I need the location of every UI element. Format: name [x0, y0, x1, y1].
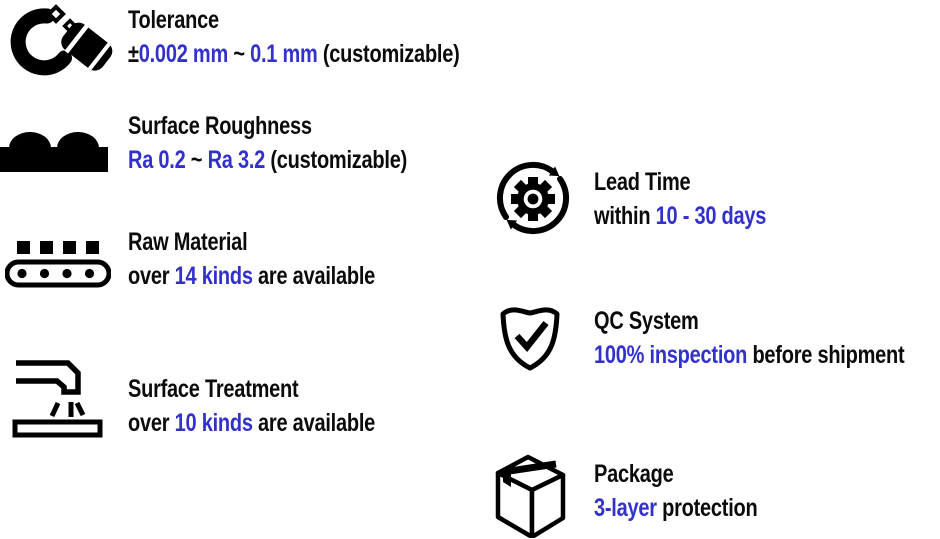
spray-nozzle-icon: [12, 356, 104, 438]
feature-value: within 10 - 30 days: [594, 202, 767, 230]
feature-value: ±0.002 mm ~ 0.1 mm (customizable): [128, 40, 460, 68]
feature-value: 3-layer protection: [594, 494, 758, 522]
feature-title: Raw Material: [128, 228, 248, 256]
package-box-icon: [486, 450, 570, 538]
micrometer-icon: [10, 2, 114, 76]
feature-title: Surface Treatment: [128, 375, 299, 403]
feature-title: QC System: [594, 307, 699, 335]
feature-title: Tolerance: [128, 6, 219, 34]
feature-value: 100% inspection before shipment: [594, 341, 905, 369]
feature-title: Surface Roughness: [128, 112, 312, 140]
feature-value: over 10 kinds are available: [128, 409, 376, 437]
surface-roughness-icon: [0, 126, 110, 173]
feature-title: Package: [594, 460, 674, 488]
shield-check-icon: [496, 302, 564, 374]
feature-value: Ra 0.2 ~ Ra 3.2 (customizable): [128, 146, 408, 174]
gear-cycle-icon: [494, 158, 572, 242]
conveyor-icon: [5, 238, 111, 288]
feature-title: Lead Time: [594, 168, 691, 196]
feature-value: over 14 kinds are available: [128, 262, 376, 290]
